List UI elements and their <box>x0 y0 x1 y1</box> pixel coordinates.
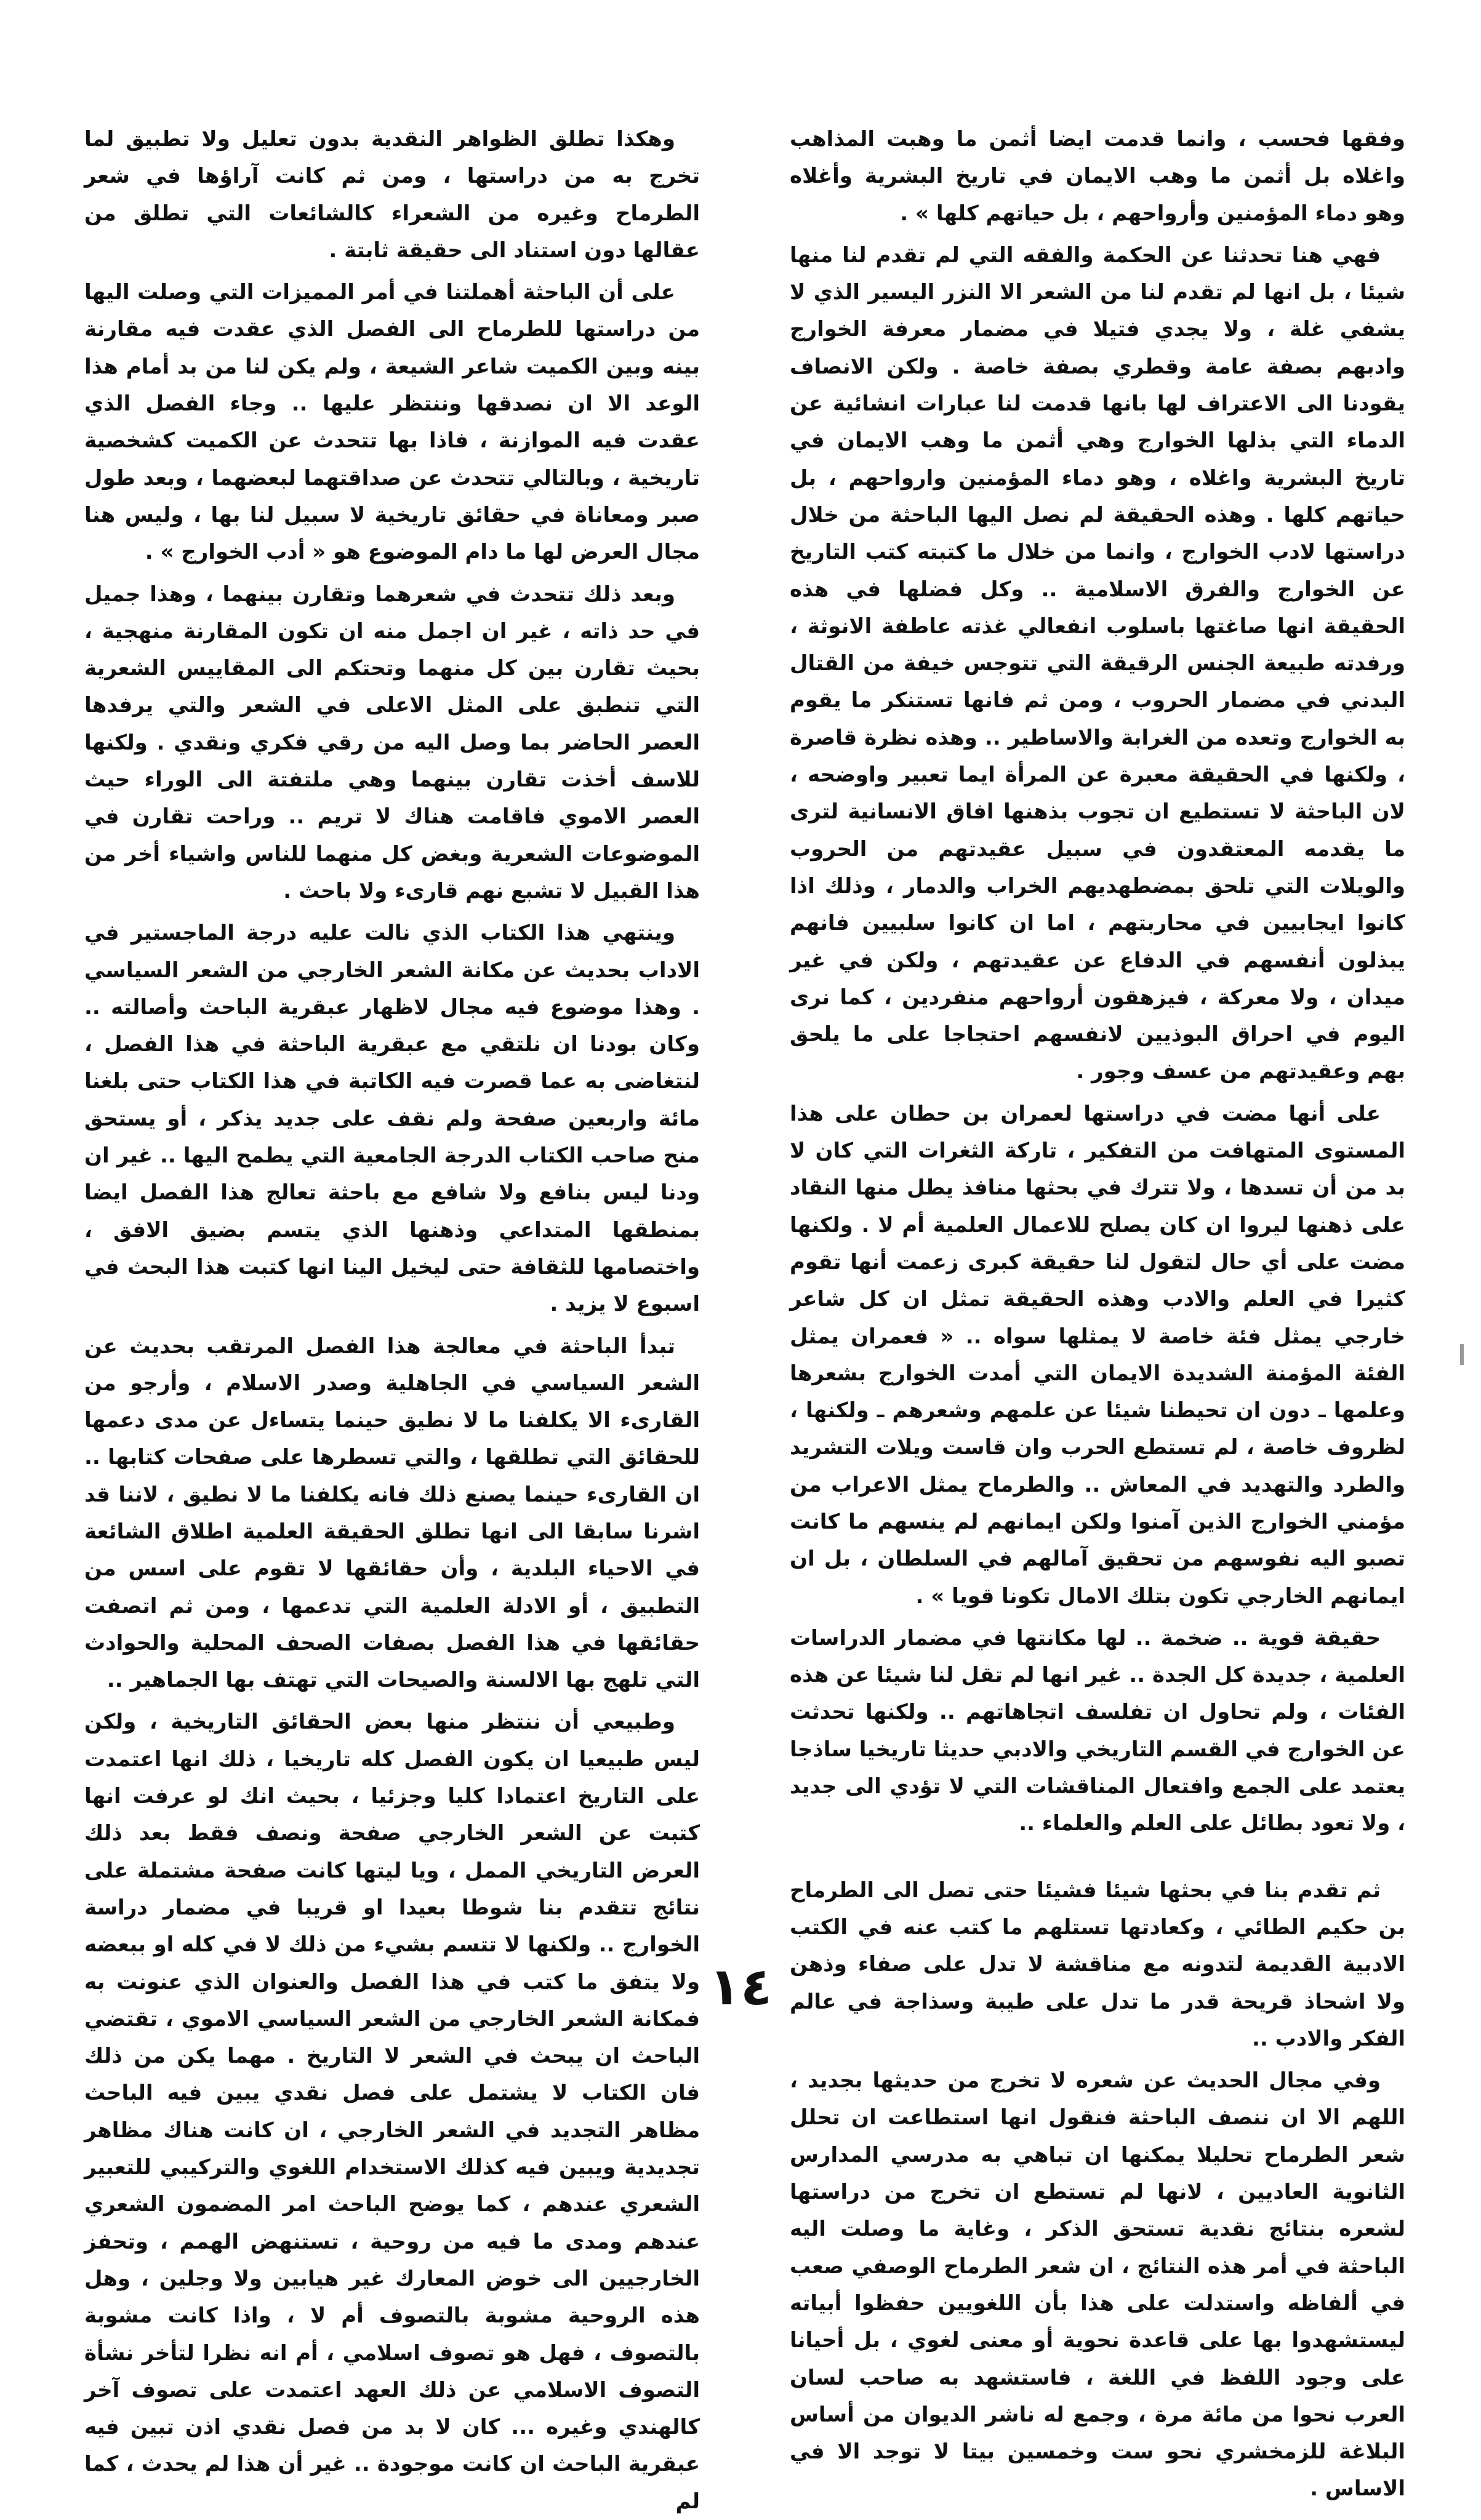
left-paragraph-4: وينتهي هذا الكتاب الذي نالت عليه درجة الماجستير في الاداب بحديث عن مكانة الشعر الخارجي من الشعر السياسي . وهذا موضوع فيه مجال لاظهار عبقرية الباحث وأصالته .. وكان بودنا ان نلتقي مع عبقرية الباحثة في هذا الفصل ، لنتغاضى به عما قصرت فيه الكاتبة في هذا الكتاب حتى بلغنا مائة واربعين صفحة ولم نقف على جديد يذكر ، أو يستحق منح صاحب الكتاب الدرجة الجامعية التي يطمح اليها .. غير ان ودنا ليس بنافع ولا شافع مع باحثة تعالج هذا الفصل ايضا بمنطقها المتداعي وذهنها الذي يتسم بضيق الافق ، واختصامها للثقافة حتى ليخيل الينا انها كتبت هذا البحث في اسبوع لا يزيد . <box>84 921 700 1317</box>
left-paragraph-3: وبعد ذلك تتحدث في شعرهما وتقارن بينهما ، وهذا جميل في حد ذاته ، غير ان اجمل منه ان تكون المقارنة منهجية ، بحيث تقارن بين كل منهما وتحتكم الى المقاييس الشعرية التي تنطبق على المثل الاعلى في الشعر والتي يرفدها العصر الحاضر بما وصل اليه من رقي فكري ونقدي . ولكنها للاسف أخذت تقارن بينهما وهي ملتفتة الى الوراء حيث العصر الاموي فاقامت هناك لا تريم .. وراحت تقارن في الموضوعات الشعرية وبغض كل منهما للناس واشياء أخر من هذا القبيل لا تشبع نهم قارىء ولا باحث . <box>84 582 700 903</box>
left-column <box>84 121 700 2514</box>
page-number: ١٤ <box>708 1956 773 2017</box>
left-paragraph-1: وهكذا تطلق الظواهر النقدية بدون تعليل ولا تطبيق لما تخرج به من دراستها ، ومن ثم كانت آراؤها في شعر الطرماح وغيره من الشعراء كالشائعات التي تطلق من عقالها دون استناد الى حقيقة ثابتة . <box>84 127 700 263</box>
left-paragraph-5: تبدأ الباحثة في معالجة هذا الفصل المرتقب بحديث عن الشعر السياسي في الجاهلية وصدر الاسلام ، وأرجو من القارىء الا يكلفنا ما لا نطيق حينما يتساءل عن مدى دعمها للحقائق التي تطلقها ، والتي تسطرها على صفحات كتابها .. ان القارىء حينما يصنع ذلك فانه يكلفنا ما لا نطيق ، لاننا قد اشرنا سابقا الى انها تطلق الحقيقة العلمية اطلاق الشائعة في الاحياء البلدية ، وأن حقائقها لا تقوم على اسس من التطبيق ، أو الادلة العلمية التي تدعمها ، ومن ثم اتصفت حقائقها في هذا الفصل بصفات الصحف المحلية والحوادث التي تلهج بها الالسنة والصيحات التي تهتف بها الجماهير .. <box>84 1334 700 1693</box>
left-paragraph-2: على أن الباحثة أهملتنا في أمر المميزات التي وصلت اليها من دراستها للطرماح الى الفصل الذي عقدت فيه مقارنة بينه وبين الكميت شاعر الشيعة ، ولم يكن لنا من بد أمام هذا الوعد الا ان نصدقها وننتظر عليها .. وجاء الفصل الذي عقدت فيه الموازنة ، فاذا بها تتحدث عن الكميت كشخصية تاريخية ، وبالتالي تتحدث عن صداقتهما لبعضهما ، وبعد طول صبر ومعاناة في حقائق تاريخية لا سبيل لنا بها ، وليس هنا مجال العرض لها ما دام الموضوع هو « أدب الخوارج » . <box>84 280 700 565</box>
scan-edge-mark <box>1460 1344 1464 1365</box>
right-paragraph-4: حقيقة قوية .. ضخمة .. لها مكانتها في مضمار الدراسات العلمية ، جديدة كل الجدة .. غير انها لم تقل لنا شيئا عن هذه الفئات ، ولم تحاول ان تفلسف اتجاهاتهم .. ولكنها تحدثت عن الخوارج في القسم التاريخي والادبي حديثا تاريخيا ساذجا يعتمد على الجمع وافتعال المناقشات التي لا تؤدي الى جديد ، ولا تعود بطائل على العلم والعلماء .. <box>790 1625 1405 1836</box>
right-paragraph-3: على أنها مضت في دراستها لعمران بن حطان على هذا المستوى المتهافت من التفكير ، تاركة الثغرات التي كان لا بد من أن تسدها ، ولا تترك في بحثها منافذ يطل منها النقاد على ذهنها ليروا ان كان يصلح للاعمال العلمية أم لا . ولكنها مضت على أي حال لتقول لنا حقيقة كبرى زعمت أنها تقوم كثيرا في العلم والادب وهذه الحقيقة تمثل ان كل شاعر خارجي يمثل فئة خاصة لا يمثلها سواه .. « فعمران يمثل الفئة المؤمنة الشديدة الايمان التي أمدت الخوارج بشعرها وعلمها ـ دون ان تحيطنا شيئا عن علمهم وشعرهم ـ ولكنها ، لظروف خاصة ، لم تستطع الحرب وان قاست ويلات التشريد والطرد والتهديد في المعاش .. والطرماح يمثل الاعراب من مؤمني الخوارج الذين آمنوا ولكن ايمانهم لم ينسهم ما كانت تصبو اليه نفوسهم من تحقيق آمالهم في السلطان ، بل ان ايمانهم الخارجي تكون بتلك الامال تكونا قويا » . <box>790 1101 1405 1609</box>
right-paragraph-1: وفقها فحسب ، وانما قدمت ايضا أثمن ما وهبت المذاهب واغلاه بل أثمن ما وهب الايمان في تاريخ البشرية وأغلاه وهو دماء المؤمنين وأرواحهم ، بل حياتهم كلها » . <box>790 127 1405 226</box>
right-paragraph-6: وفي مجال الحديث عن شعره لا تخرج من حديثها بجديد ، اللهم الا ان ننصف الباحثة فنقول انها استطاعت ان تحلل شعر الطرماح تحليلا يمكنها ان تباهي به مدرسي المدارس الثانوية العاديين ، لانها لم تستطع ان تخرج من دراستها لشعره بنتائج نقدية تستحق الذكر ، وغاية ما وصلت اليه الباحثة في أمر هذه النتائج ، ان شعر الطرماح الوصفي صعب في ألفاظه واستدلت على هذا بأن اللغويين حفظوا أبياته ليستشهدوا بها على قاعدة نحوية أو معنى لغوي ، بل أحيانا على وجود اللفظ في اللغة ، فاستشهد به صاحب لسان العرب نحوا من مائة مرة ، وجمع له ناشر الديوان من أساس البلاغة للزمخشري نحو ست وخمسين بيتا لا توجد الا في الاساس . <box>790 2068 1405 2502</box>
paragraph-gap <box>790 1847 1405 1872</box>
right-column <box>790 121 1405 2502</box>
right-paragraph-5: ثم تقدم بنا في بحثها شيئا فشيئا حتى تصل الى الطرماح بن حكيم الطائي ، وكعادتها تستلهم ما كتب عنه في الكتب الادبية القديمة لتدونه مع مناقشة لا تدل على صفاء وذهن ولا اشحاذ قريحة قدر ما تدل على طيبة وسذاجة في عالم الفكر والادب .. <box>790 1878 1405 2051</box>
left-paragraph-6: وطبيعي أن ننتظر منها بعض الحقائق التاريخية ، ولكن ليس طبيعيا ان يكون الفصل كله تاريخيا ، ذلك انها اعتمدت على التاريخ اعتمادا كليا وجزئيا ، بحيث انك لو عرفت انها كتبت عن الشعر الخارجي صفحة ونصف فقط بعد ذلك العرض التاريخي الممل ، ويا ليتها كانت صفحة مشتملة على نتائج تتقدم بنا شوطا بعيدا او قريبا في مضمار دراسة الخوارج .. ولكنها لا تتسم بشيء من ذلك لا في كله او ببعضه ولا يتفق ما كتب في هذا الفصل والعنوان الذي عنونت به فمكانة الشعر الخارجي من الشعر السياسي الاموي ، تقتضي الباحث ان يبحث في الشعر لا التاريخ . مهما يكن من ذلك فان الكتاب لا يشتمل على فصل نقدي يبين فيه الباحث مظاهر التجديد في الشعر الخارجي ، ان كانت هناك مظاهر تجديدية ويبين فيه كذلك الاستخدام اللغوي والتركيبي للتعبير الشعري عندهم ، كما يوضح الباحث امر المضمون الشعري عندهم ومدى ما فيه من روحية ، تستنهض الهمم ، وتحفز الخارجيين الى خوض المعارك غير هيابين ولا وجلين ، وهل هذه الروحية مشوبة بالتصوف أم لا ، واذا كانت مشوبة بالتصوف ، فهل هو تصوف اسلامي ، أم انه نظرا لتأخر نشأة التصوف الاسلامي عن ذلك العهد اعتمدت على تصوف آخر كالهندي وغيره ... كان لا بد من فصل نقدي اذن تبين فيه عبقرية الباحث ان كانت موجودة .. غير أن هذا لم يحدث ، كما لم <box>84 1710 700 2514</box>
right-paragraph-2: فهي هنا تحدثنا عن الحكمة والفقه التي لم تقدم لنا منها شيئا ، بل انها لم تقدم لنا من الشعر الا النزر اليسير الذي لا يشفي غلة ، ولا يجدي فتيلا في مضمار معرفة الخوارج وادبهم بصفة عامة وقطري بصفة خاصة . ولكن الانصاف يقودنا الى الاعتراف لها بانها قدمت لنا عبارات انشائية عن الدماء التي بذلها الخوارج وهي أثمن ما وهب الايمان في تاريخ البشرية واغلاه ، وهو دماء المؤمنين وارواحهم ، بل حياتهم كلها . وهذه الحقيقة لم نصل اليها الباحثة من خلال دراستها لادب الخوارج ، وانما من خلال ما كتبته كتب التاريخ عن الخوارج والفرق الاسلامية .. وكل فضلها في هذه الحقيقة انها صاغتها باسلوب انفعالي غذته عاطفة الانوثة ، ورفدته طبيعة الجنس الرقيقة التي تتوجس خيفة من القتال البدني في مضمار الحروب ، ومن ثم فانها تستنكر ما يقوم به الخوارج وتعده من الغرابة والاساطير .. وهذه نظرة قاصرة ، ولكنها في الحقيقة معبرة عن المرأة ايما تعبير واوضحه ، لان الباحثة لا تستطيع ان تجوب بذهنها افاق الانسانية لترى ما يقدمه المعتقدون في سبيل عقيدتهم من الحروب والويلات التي تلحق بمضطهديهم الخراب والدمار ، وذلك اذا كانوا ايجابيين في محاربتهم ، اما ان كانوا سلبيين فانهم يبذلون أنفسهم في الدفاع عن عقيدتهم ، ولكن في غير ميدان ، ولا معركة ، فيزهقون أرواحهم منفردين ، كما نرى اليوم في احراق البوذيين لانفسهم احتجاجا على ما يلحق بهم وعقيدتهم من عسف وجور . <box>790 242 1405 1084</box>
